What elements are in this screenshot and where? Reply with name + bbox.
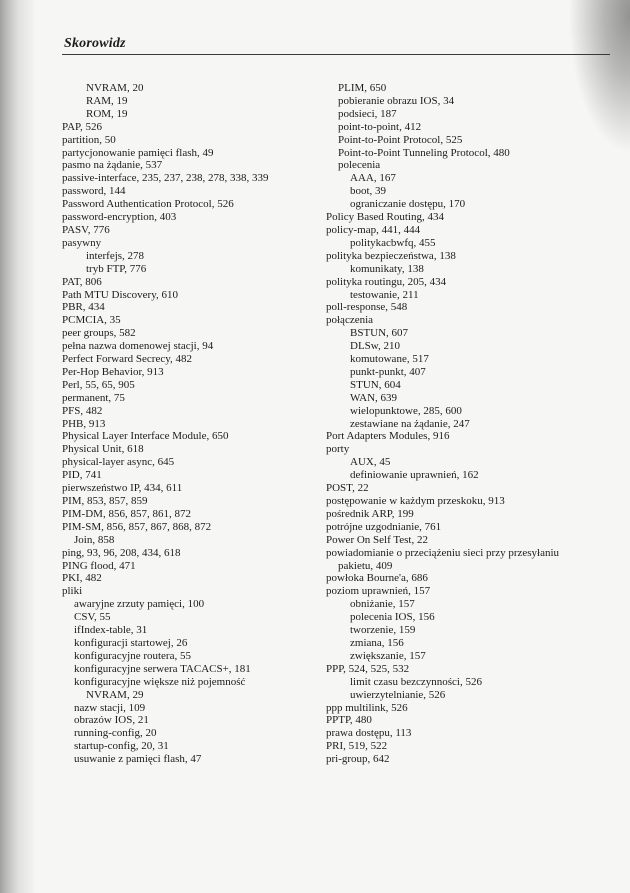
index-entry: potrójne uzgodnianie, 761	[326, 520, 442, 533]
index-entry: physical-layer async, 645	[62, 456, 175, 469]
index-entry: punkt-punkt, 407	[350, 365, 426, 378]
index-entry: tryb FTP, 776	[86, 262, 147, 275]
index-entry: prawa dostępu, 113	[326, 727, 412, 740]
index-entry: poziom uprawnień, 157	[326, 585, 431, 598]
index-entry: Point-to-Point Tunneling Protocol, 480	[338, 146, 510, 159]
index-entry: POST, 22	[326, 482, 369, 495]
index-entry: wielopunktowe, 285, 600	[350, 404, 462, 417]
index-entry: PAT, 806	[62, 275, 102, 288]
index-entry: NVRAM, 29	[86, 688, 144, 701]
index-entry: polityka bezpieczeństwa, 138	[326, 249, 456, 262]
index-entry: pakietu, 409	[338, 559, 393, 572]
index-entry: Password Authentication Protocol, 526	[62, 198, 234, 211]
index-entry: postępowanie w każdym przeskoku, 913	[326, 495, 505, 507]
index-entry: PKI, 482	[62, 572, 102, 585]
index-entry: policy-map, 441, 444	[326, 223, 421, 236]
index-entry: zwiększanie, 157	[350, 649, 426, 662]
index-column-right	[326, 82, 616, 766]
index-entry: limit czasu bezczynności, 526	[350, 675, 482, 688]
index-entry: PCMCIA, 35	[62, 314, 121, 327]
index-entry: Join, 858	[74, 533, 115, 546]
index-entry: polecenia IOS, 156	[350, 611, 435, 624]
index-entry: Perl, 55, 65, 905	[62, 378, 135, 391]
index-entry: PLIM, 650	[338, 82, 387, 94]
index-entry: pierwszeństwo IP, 434, 611	[62, 482, 183, 495]
index-entry: Policy Based Routing, 434	[326, 211, 444, 224]
index-entry: nazw stacji, 109	[74, 701, 146, 714]
index-entry: testowanie, 211	[350, 288, 419, 301]
index-entry: PING flood, 471	[62, 559, 136, 572]
index-entry: BSTUN, 607	[350, 327, 409, 340]
index-entry: ifIndex-table, 31	[74, 624, 148, 637]
index-entry: komunikaty, 138	[350, 262, 424, 275]
index-entry: Per-Hop Behavior, 913	[62, 365, 164, 378]
index-entry: PPTP, 480	[326, 714, 372, 727]
index-entry: Physical Layer Interface Module, 650	[62, 430, 229, 443]
index-entry: polecenia	[338, 159, 381, 172]
page-header	[62, 36, 610, 55]
index-entry: konfiguracyjne większe niż pojemność	[74, 675, 246, 688]
index-entry: konfiguracyjne serwera TACACS+, 181	[74, 662, 251, 675]
index-entry: PID, 741	[62, 469, 102, 482]
index-entry: point-to-point, 412	[338, 120, 422, 133]
index-entry: obrazów IOS, 21	[74, 714, 149, 727]
index-entry: PBR, 434	[62, 301, 105, 314]
index-entry: Point-to-Point Protocol, 525	[338, 133, 463, 146]
index-entry: PIM, 853, 857, 859	[62, 495, 148, 507]
index-entry: Physical Unit, 618	[62, 443, 144, 456]
index-entry: PIM-DM, 856, 857, 861, 872	[62, 507, 191, 520]
index-entry: obniżanie, 157	[350, 598, 415, 611]
index-entry: startup-config, 20, 31	[74, 740, 169, 753]
index-entry: ping, 93, 96, 208, 434, 618	[62, 546, 181, 559]
index-entry: password, 144	[62, 185, 126, 198]
index-entry: AAA, 167	[350, 172, 396, 185]
index-entry: peer groups, 582	[62, 327, 136, 340]
index-entry: konfiguracyjne routera, 55	[74, 649, 191, 662]
index-entry: passive-interface, 235, 237, 238, 278, 338, 339	[62, 172, 269, 185]
index-entry: PIM-SM, 856, 857, 867, 868, 872	[62, 520, 212, 533]
page-binding-shadow	[0, 0, 34, 893]
index-entry: PRI, 519, 522	[326, 740, 388, 753]
index-entry: usuwanie z pamięci flash, 47	[74, 753, 202, 766]
index-entry: pliki	[62, 585, 83, 598]
index-entry: powiadomianie o przeciążeniu sieci przy przesyłaniu	[326, 546, 560, 559]
index-entry: politykacbwfq, 455	[350, 236, 436, 249]
index-column-left	[62, 82, 312, 766]
index-entry: PASV, 776	[62, 223, 110, 236]
index-entry: DLSw, 210	[350, 340, 401, 353]
index-entry: konfiguracji startowej, 26	[74, 636, 188, 649]
index-entry: password-encryption, 403	[62, 211, 177, 224]
index-entry: ograniczanie dostępu, 170	[350, 198, 466, 211]
index-entry: RAM, 19	[86, 94, 128, 107]
running-head-title: Skorowidz	[64, 36, 126, 51]
index-entry: NVRAM, 20	[86, 82, 144, 94]
index-entry: pobieranie obrazu IOS, 34	[338, 94, 455, 107]
index-entry: boot, 39	[350, 185, 387, 198]
index-entry: porty	[326, 443, 350, 456]
index-entry: partycjonowanie pamięci flash, 49	[62, 146, 214, 159]
index-entry: Perfect Forward Secrecy, 482	[62, 353, 193, 366]
index-entry: Power On Self Test, 22	[326, 533, 428, 546]
index-entry: ROM, 19	[86, 107, 128, 120]
index-entry: pośrednik ARP, 199	[326, 507, 414, 520]
index-entry: zmiana, 156	[350, 636, 404, 649]
index-entry: WAN, 639	[350, 391, 398, 404]
index-entry: CSV, 55	[74, 611, 111, 624]
index-entry: definiowanie uprawnień, 162	[350, 469, 479, 482]
index-entry: STUN, 604	[350, 378, 401, 391]
index-entry: powłoka Bourne'a, 686	[326, 572, 428, 585]
index-entry: PAP, 526	[62, 120, 102, 133]
index-entry: PPP, 524, 525, 532	[326, 662, 410, 675]
index-entry: permanent, 75	[62, 391, 125, 404]
index-entry: Path MTU Discovery, 610	[62, 288, 178, 301]
index-entry: komutowane, 517	[350, 353, 429, 366]
index-entry: PHB, 913	[62, 417, 106, 430]
index-entry: pasywny	[62, 236, 102, 249]
index-entry: poll-response, 548	[326, 301, 408, 314]
index-entry: pri-group, 642	[326, 753, 390, 766]
index-entry: połączenia	[326, 314, 374, 327]
index-entry: partition, 50	[62, 133, 116, 146]
index-entry: running-config, 20	[74, 727, 157, 740]
index-entry: pełna nazwa domenowej stacji, 94	[62, 340, 214, 353]
index-entry: polityka routingu, 205, 434	[326, 275, 447, 288]
index-entry: tworzenie, 159	[350, 624, 416, 637]
index-entry: AUX, 45	[350, 456, 391, 469]
index-entry: awaryjne zrzuty pamięci, 100	[74, 598, 205, 611]
index-entry: ppp multilink, 526	[326, 701, 408, 714]
index-entry: podsieci, 187	[338, 107, 397, 120]
index-entry: interfejs, 278	[86, 249, 145, 262]
index-entry: pasmo na żądanie, 537	[62, 159, 163, 172]
index-entry: Port Adapters Modules, 916	[326, 430, 450, 443]
index-entry: PFS, 482	[62, 404, 103, 417]
index-entry: uwierzytelnianie, 526	[350, 688, 446, 701]
index-entry: zestawiane na żądanie, 247	[350, 417, 470, 430]
